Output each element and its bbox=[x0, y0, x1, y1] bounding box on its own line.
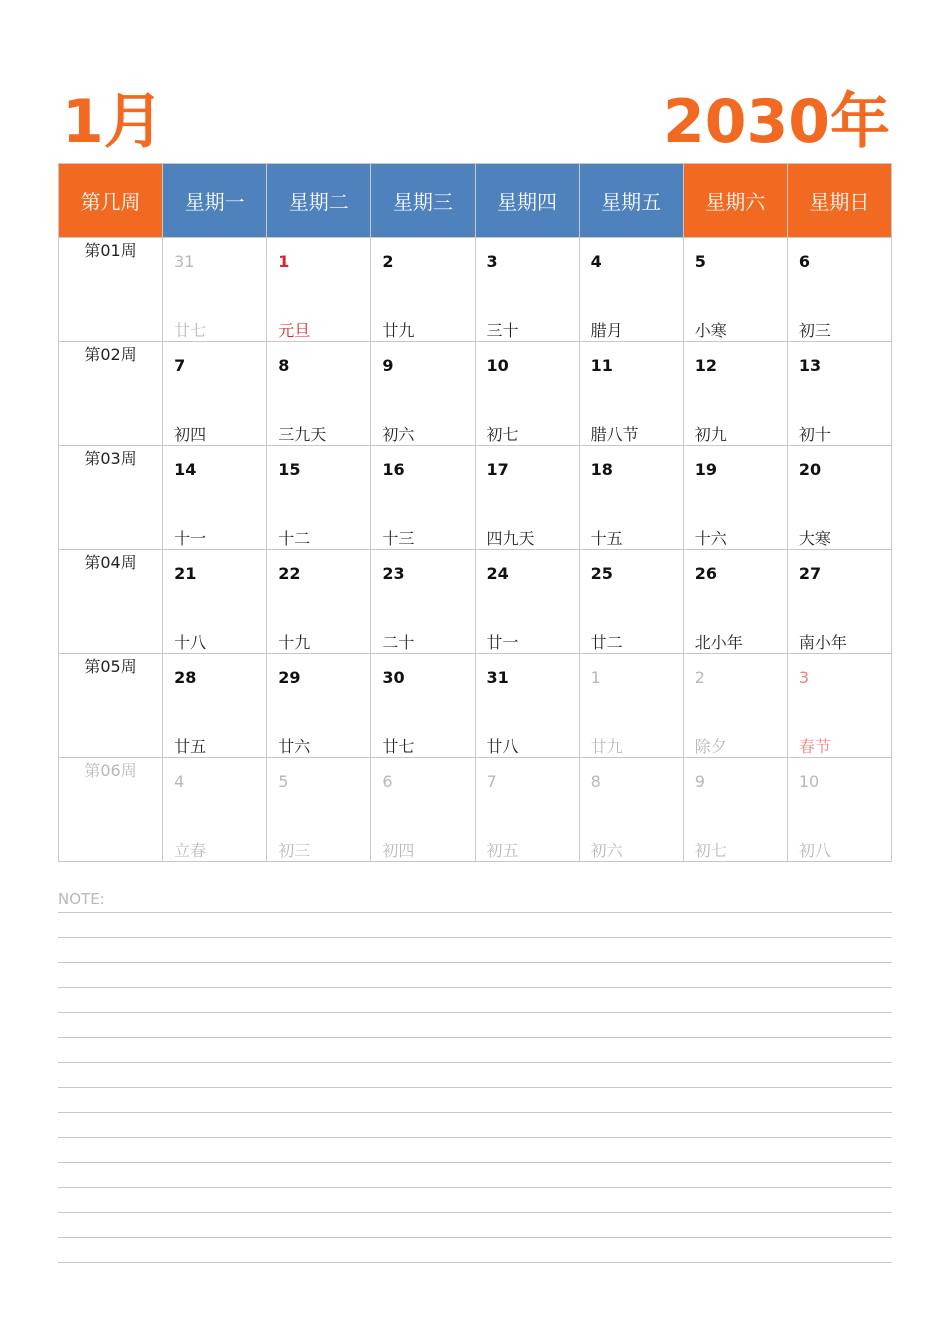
day-cell[interactable] bbox=[163, 342, 267, 446]
year-title: 2030年 bbox=[663, 87, 890, 157]
lunar-date: 三十 bbox=[486, 321, 519, 340]
day-cell[interactable] bbox=[163, 550, 267, 654]
week-label: 第06周 bbox=[59, 758, 163, 862]
day-number: 18 bbox=[590, 460, 613, 479]
note-line[interactable] bbox=[58, 1238, 892, 1263]
lunar-date: 廿七 bbox=[174, 321, 207, 340]
day-number: 9 bbox=[382, 356, 394, 375]
lunar-date: 廿五 bbox=[174, 737, 207, 756]
day-number: 14 bbox=[174, 460, 197, 479]
week-row bbox=[59, 758, 892, 862]
lunar-date: 三九天 bbox=[278, 425, 327, 444]
day-number: 16 bbox=[382, 460, 405, 479]
lunar-date: 北小年 bbox=[694, 633, 743, 652]
note-line[interactable] bbox=[58, 1213, 892, 1238]
day-number: 19 bbox=[694, 460, 718, 479]
note-line[interactable] bbox=[58, 1038, 892, 1063]
day-cell[interactable] bbox=[267, 342, 371, 446]
calendar-grid bbox=[58, 163, 892, 862]
day-number: 4 bbox=[174, 772, 185, 791]
note-line[interactable] bbox=[58, 1063, 892, 1088]
day-number: 3 bbox=[798, 668, 810, 687]
day-cell[interactable] bbox=[163, 758, 267, 862]
day-number: 2 bbox=[694, 668, 705, 687]
day-number: 6 bbox=[798, 252, 811, 271]
day-cell[interactable] bbox=[475, 342, 579, 446]
day-number: 30 bbox=[382, 668, 405, 687]
day-cell[interactable] bbox=[683, 342, 787, 446]
column-header-thu: 星期四 bbox=[475, 164, 579, 238]
day-cell[interactable] bbox=[579, 758, 683, 862]
lunar-date: 十一 bbox=[174, 529, 207, 548]
day-number: 31 bbox=[486, 668, 509, 687]
lunar-date: 十二 bbox=[278, 529, 311, 548]
day-number: 8 bbox=[590, 772, 601, 791]
day-number: 10 bbox=[486, 356, 509, 375]
lunar-date: 初九 bbox=[694, 425, 727, 444]
day-cell[interactable] bbox=[475, 758, 579, 862]
lunar-date: 廿二 bbox=[590, 633, 623, 652]
day-cell[interactable] bbox=[267, 550, 371, 654]
day-number: 12 bbox=[694, 356, 718, 375]
day-number: 4 bbox=[590, 252, 602, 271]
day-number: 5 bbox=[694, 252, 706, 271]
lunar-date: 十九 bbox=[278, 633, 311, 652]
day-cell[interactable] bbox=[683, 758, 787, 862]
column-header-sat: 星期六 bbox=[683, 164, 787, 238]
day-cell[interactable] bbox=[371, 550, 475, 654]
lunar-date: 初六 bbox=[382, 425, 415, 444]
day-number: 20 bbox=[798, 460, 822, 479]
lunar-date: 十三 bbox=[382, 529, 415, 548]
lunar-date: 初十 bbox=[798, 425, 831, 444]
lunar-date: 十五 bbox=[590, 529, 623, 548]
day-number: 6 bbox=[382, 772, 393, 791]
day-cell[interactable] bbox=[267, 446, 371, 550]
header-row bbox=[59, 164, 892, 238]
day-cell[interactable] bbox=[475, 550, 579, 654]
day-cell[interactable] bbox=[787, 446, 891, 550]
lunar-date: 廿八 bbox=[486, 737, 519, 756]
lunar-date: 初三 bbox=[278, 841, 311, 860]
note-line[interactable] bbox=[58, 1138, 892, 1163]
lunar-date: 初五 bbox=[486, 841, 519, 860]
day-number: 7 bbox=[174, 356, 186, 375]
week-row bbox=[59, 550, 892, 654]
day-cell[interactable] bbox=[475, 446, 579, 550]
lunar-date: 小寒 bbox=[694, 321, 727, 340]
note-label: NOTE: bbox=[58, 888, 892, 913]
day-cell[interactable] bbox=[163, 654, 267, 758]
day-cell[interactable] bbox=[683, 446, 787, 550]
day-cell[interactable] bbox=[787, 550, 891, 654]
day-cell[interactable] bbox=[371, 758, 475, 862]
day-number: 17 bbox=[486, 460, 509, 479]
week-label: 第04周 bbox=[59, 550, 163, 654]
note-line[interactable] bbox=[58, 1088, 892, 1113]
day-number: 1 bbox=[590, 668, 601, 687]
day-number: 25 bbox=[590, 564, 613, 583]
lunar-date: 腊八节 bbox=[590, 425, 639, 444]
day-cell[interactable] bbox=[579, 654, 683, 758]
day-cell[interactable] bbox=[475, 654, 579, 758]
day-number: 27 bbox=[798, 564, 822, 583]
day-cell[interactable] bbox=[787, 654, 891, 758]
week-label: 第02周 bbox=[59, 342, 163, 446]
lunar-date: 立春 bbox=[174, 841, 207, 860]
note-line[interactable] bbox=[58, 1163, 892, 1188]
day-cell[interactable] bbox=[267, 758, 371, 862]
column-header-sun: 星期日 bbox=[787, 164, 891, 238]
calendar-body bbox=[59, 238, 892, 862]
note-line[interactable] bbox=[58, 988, 892, 1013]
week-row bbox=[59, 446, 892, 550]
lunar-date: 腊月 bbox=[590, 321, 623, 340]
lunar-date: 廿九 bbox=[590, 737, 623, 756]
column-header-mon: 星期一 bbox=[163, 164, 267, 238]
lunar-date: 初八 bbox=[798, 841, 831, 860]
day-number: 11 bbox=[590, 356, 613, 375]
week-row bbox=[59, 654, 892, 758]
day-cell[interactable] bbox=[787, 238, 891, 342]
day-number: 7 bbox=[486, 772, 497, 791]
day-cell[interactable] bbox=[371, 238, 475, 342]
note-line[interactable] bbox=[58, 913, 892, 938]
note-area bbox=[58, 888, 892, 1263]
day-number: 22 bbox=[278, 564, 301, 583]
week-label: 第03周 bbox=[59, 446, 163, 550]
note-line[interactable] bbox=[58, 938, 892, 963]
day-number: 2 bbox=[382, 252, 394, 271]
day-number: 13 bbox=[798, 356, 822, 375]
day-number: 15 bbox=[278, 460, 301, 479]
day-cell[interactable] bbox=[683, 550, 787, 654]
note-line[interactable] bbox=[58, 963, 892, 988]
lunar-date: 初六 bbox=[590, 841, 623, 860]
lunar-date: 大寒 bbox=[798, 529, 831, 548]
lunar-date: 十八 bbox=[174, 633, 207, 652]
column-header-tue: 星期二 bbox=[267, 164, 371, 238]
day-cell[interactable] bbox=[787, 758, 891, 862]
week-row bbox=[59, 238, 892, 342]
lunar-date: 廿六 bbox=[278, 737, 311, 756]
day-cell[interactable] bbox=[579, 550, 683, 654]
note-line[interactable] bbox=[58, 1188, 892, 1213]
lunar-date: 廿九 bbox=[382, 321, 415, 340]
note-line[interactable] bbox=[58, 1013, 892, 1038]
lunar-date: 十六 bbox=[694, 529, 727, 548]
day-cell[interactable] bbox=[787, 342, 891, 446]
week-label: 第05周 bbox=[59, 654, 163, 758]
day-cell[interactable] bbox=[163, 238, 267, 342]
day-number: 24 bbox=[486, 564, 509, 583]
day-cell[interactable] bbox=[683, 238, 787, 342]
day-number: 1 bbox=[278, 252, 290, 271]
day-number: 31 bbox=[174, 252, 195, 271]
column-header-fri: 星期五 bbox=[579, 164, 683, 238]
week-row bbox=[59, 342, 892, 446]
lunar-date: 初七 bbox=[486, 425, 519, 444]
lunar-date: 除夕 bbox=[694, 737, 727, 756]
day-cell[interactable] bbox=[163, 446, 267, 550]
lunar-date: 元旦 bbox=[278, 321, 311, 340]
lunar-date: 初四 bbox=[174, 425, 207, 444]
day-number: 23 bbox=[382, 564, 405, 583]
day-number: 28 bbox=[174, 668, 197, 687]
day-cell[interactable] bbox=[267, 238, 371, 342]
day-cell[interactable] bbox=[579, 446, 683, 550]
lunar-date: 廿一 bbox=[486, 633, 519, 652]
day-number: 26 bbox=[694, 564, 718, 583]
month-title: 1月 bbox=[62, 87, 164, 157]
day-number: 3 bbox=[486, 252, 498, 271]
day-cell[interactable] bbox=[267, 654, 371, 758]
lunar-date: 南小年 bbox=[798, 633, 847, 652]
note-line[interactable] bbox=[58, 1113, 892, 1138]
day-cell[interactable] bbox=[371, 654, 475, 758]
day-cell[interactable] bbox=[371, 342, 475, 446]
day-cell[interactable] bbox=[475, 238, 579, 342]
day-number: 21 bbox=[174, 564, 197, 583]
lunar-date: 初七 bbox=[694, 841, 727, 860]
lunar-date: 春节 bbox=[798, 737, 831, 756]
lunar-date: 初三 bbox=[798, 321, 831, 340]
lunar-date: 四九天 bbox=[486, 529, 535, 548]
lunar-date: 廿七 bbox=[382, 737, 415, 756]
day-cell[interactable] bbox=[579, 238, 683, 342]
lunar-date: 初四 bbox=[382, 841, 415, 860]
column-header-wed: 星期三 bbox=[371, 164, 475, 238]
day-number: 8 bbox=[278, 356, 290, 375]
week-label: 第01周 bbox=[59, 238, 163, 342]
day-cell[interactable] bbox=[579, 342, 683, 446]
day-number: 9 bbox=[694, 772, 705, 791]
day-number: 10 bbox=[798, 772, 820, 791]
column-header-week: 第几周 bbox=[59, 164, 163, 238]
day-cell[interactable] bbox=[683, 654, 787, 758]
day-number: 29 bbox=[278, 668, 301, 687]
day-number: 5 bbox=[278, 772, 289, 791]
lunar-date: 二十 bbox=[382, 633, 415, 652]
day-cell[interactable] bbox=[371, 446, 475, 550]
